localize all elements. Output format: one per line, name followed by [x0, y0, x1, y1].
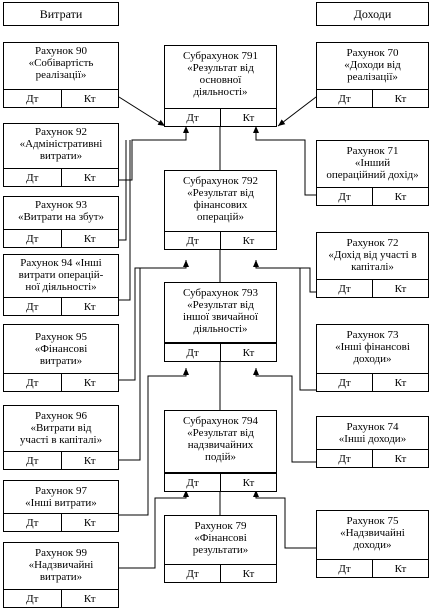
debit-label: Дт	[4, 169, 62, 186]
account-title: Рахунок 97 «Інші витрати»	[25, 485, 97, 509]
credit-label: Кт	[394, 562, 407, 575]
credit-label: Кт	[83, 454, 96, 467]
t-account-row	[317, 279, 428, 297]
account-title: Рахунок 73 «Інші фінансові доходи»	[335, 329, 410, 365]
credit-label: Кт	[242, 111, 255, 124]
income-header: Доходи	[316, 2, 429, 26]
credit-label: Кт	[242, 234, 255, 247]
account-title: Рахунок 93 «Витрати на збут»	[17, 199, 105, 223]
account-95	[3, 324, 119, 392]
account-title: Рахунок 96 «Витрати від участі в капіталі»	[19, 410, 103, 446]
subaccount-791	[164, 45, 277, 127]
account-title: Рахунок 74 «Інші доходи»	[338, 421, 407, 445]
t-account-row	[317, 89, 428, 107]
debit-label: Дт	[317, 560, 373, 577]
account-title: Рахунок 99 «Надзвичайні витрати»	[28, 547, 94, 583]
account-71	[316, 140, 429, 206]
debit-label: Дт	[4, 514, 62, 531]
account-75	[316, 510, 429, 578]
debit-label: Дт	[165, 565, 221, 582]
account-99	[3, 542, 119, 608]
account-title: Рахунок 75 «Надзвичайні доходи»	[340, 515, 405, 551]
credit-label: Кт	[242, 567, 255, 580]
credit-label: Кт	[394, 92, 407, 105]
t-account-row	[317, 373, 428, 391]
credit-label: Кт	[394, 282, 407, 295]
t-account-row	[4, 229, 118, 247]
debit-label: Дт	[165, 344, 221, 361]
account-title: Рахунок 70 «Доходи від реалізації»	[344, 47, 401, 83]
credit-label: Кт	[394, 376, 407, 389]
debit-label: Дт	[165, 109, 221, 126]
account-74	[316, 416, 429, 468]
credit-label: Кт	[83, 171, 96, 184]
t-account-row	[4, 168, 118, 186]
subaccount-794	[164, 410, 277, 492]
account-title: Рахунок 95 «Фінансові витрати»	[34, 331, 88, 367]
account-92	[3, 123, 119, 187]
debit-label: Дт	[4, 90, 62, 107]
subaccount-793	[164, 282, 277, 362]
t-account-row	[165, 564, 276, 582]
credit-label: Кт	[83, 516, 96, 529]
t-account-row	[4, 297, 118, 315]
t-account-row	[317, 449, 428, 467]
credit-label: Кт	[83, 232, 96, 245]
debit-label: Дт	[4, 298, 62, 315]
t-account-row	[4, 89, 118, 107]
account-title: Субрахунок 793 «Результат від іншої звичайної діяльності»	[183, 287, 258, 335]
debit-label: Дт	[4, 230, 62, 247]
account-title: Субрахунок 792 «Результат від фінансових операцій»	[183, 175, 258, 223]
expenses-header: Витрати	[3, 2, 119, 26]
account-title: Рахунок 90 «Собівартість реалізації»	[28, 45, 94, 81]
t-account-row	[4, 373, 118, 391]
debit-label: Дт	[317, 280, 373, 297]
subaccount-792	[164, 170, 277, 250]
credit-label: Кт	[83, 92, 96, 105]
credit-label: Кт	[242, 346, 255, 359]
debit-label: Дт	[317, 374, 373, 391]
credit-label: Кт	[83, 300, 96, 313]
t-account-row	[317, 559, 428, 577]
t-account-row	[165, 108, 276, 126]
account-title: Рахунок 72 «Дохід від участі в капіталі»	[328, 237, 417, 273]
t-account-row	[4, 589, 118, 607]
t-account-row	[317, 187, 428, 205]
account-96	[3, 405, 119, 470]
account-title: Субрахунок 794 «Результат від надзвичайних подій»	[183, 415, 258, 463]
account-90	[3, 42, 119, 108]
t-account-row	[165, 472, 276, 491]
credit-label: Кт	[394, 190, 407, 203]
t-account-row	[165, 231, 276, 249]
debit-label: Дт	[317, 188, 373, 205]
debit-label: Дт	[4, 452, 62, 469]
account-97	[3, 480, 119, 532]
credit-label: Кт	[83, 376, 96, 389]
t-account-row	[165, 342, 276, 361]
account-94	[3, 254, 119, 316]
account-title: Рахунок 71 «Інший операційний дохід»	[326, 145, 419, 181]
account-title: Рахунок 92 «Адміністративні витрати»	[19, 126, 103, 162]
account-73	[316, 324, 429, 392]
account-72	[316, 232, 429, 298]
debit-label: Дт	[317, 450, 373, 467]
account-79	[164, 515, 277, 583]
account-70	[316, 42, 429, 108]
debit-label: Дт	[165, 474, 221, 491]
t-account-row	[4, 513, 118, 531]
credit-label: Кт	[83, 592, 96, 605]
debit-label: Дт	[4, 590, 62, 607]
account-93	[3, 196, 119, 248]
t-account-row	[4, 451, 118, 469]
credit-label: Кт	[394, 452, 407, 465]
debit-label: Дт	[317, 90, 373, 107]
account-title: Рахунок 79 «Фінансові результати»	[192, 520, 249, 556]
credit-label: Кт	[242, 476, 255, 489]
account-title: Субрахунок 791 «Результат від основної діяльності»	[183, 50, 258, 98]
debit-label: Дт	[165, 232, 221, 249]
debit-label: Дт	[4, 374, 62, 391]
account-title: Рахунок 94 «Інші витрати операцій- ної діяльності»	[18, 257, 104, 293]
